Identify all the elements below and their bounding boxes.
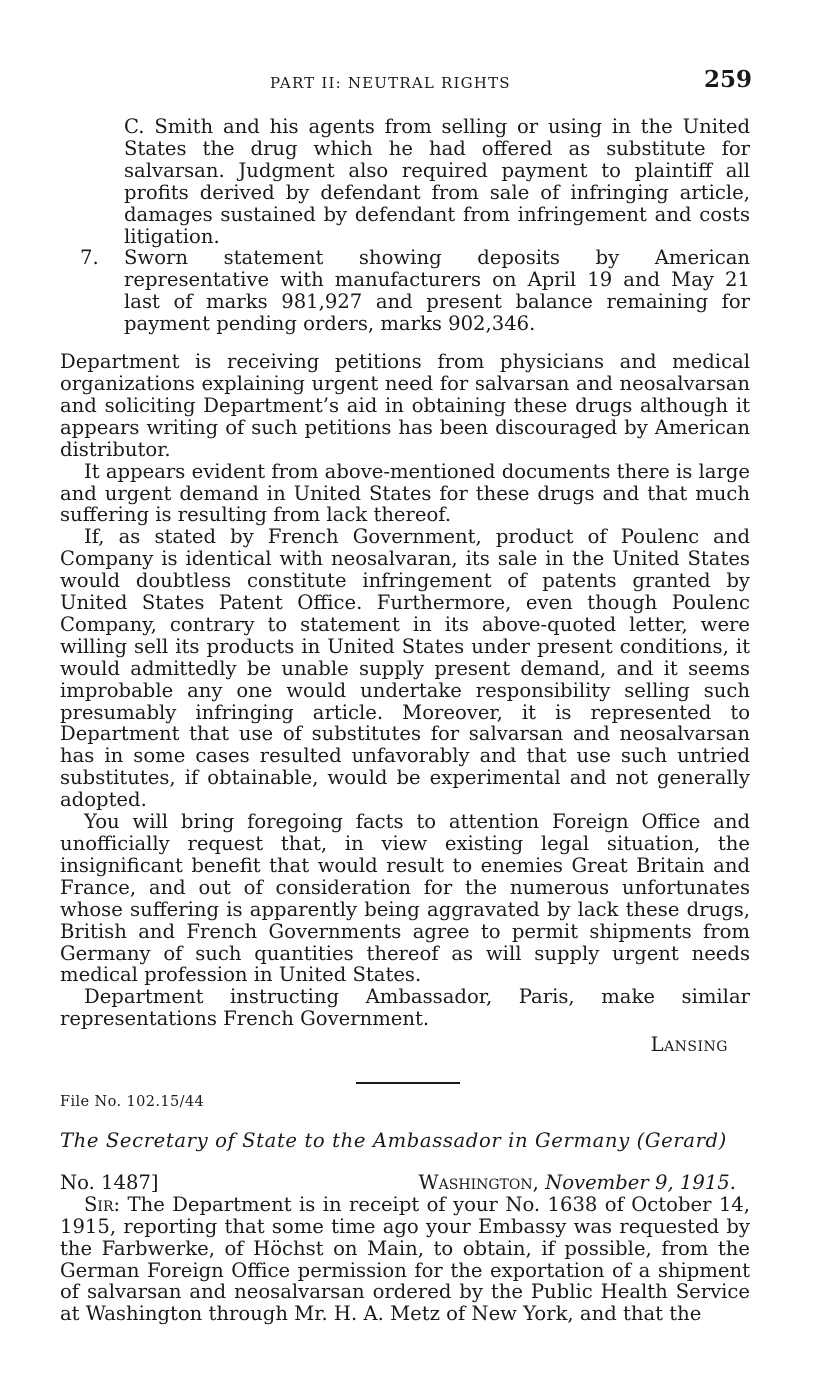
paragraph-poulenc: If, as stated by French Government, product of Poulenc and Company is identical with neosalvaran, its sale in the United States would doubtless constitute infringement of patents granted by United States Patent Office. Furthermore, even though Poulenc Company, contrary to statement in its above-quoted letter, were willing sell its products in United States under present conditions, it would admittedly be unable supply present demand, and it seems improbable any one would undertake responsibility selling such presumably infringing article. Moreover, it is represented to Department that use of substitutes for salvarsan and neosalvarsan has in some cases resulted unfavorably and that use such untried substitutes, if obtainable, would be experimental and not generally adopted. — [60, 525, 750, 812]
list-item-7 — [80, 247, 750, 335]
salutation: Sir: — [84, 1192, 121, 1216]
letter-text: The Department is in receipt of your No. 1638 of October 14, 1915, reporting that some time ago your Embassy was requested by the Farbwerke, of Höchst on Main, to obtain, if possible, from the German Foreign Office permission for the exportation of a shipment of salvarsan and neosalvarsan ordered by the Public Health Service at Washington through Mr. H. A. Metz of New York, and that the — [60, 1192, 750, 1326]
running-head: PART II: NEUTRAL RIGHTS — [270, 74, 511, 92]
file-number: File No. 102.15/44 — [60, 1094, 205, 1111]
letter-body — [60, 1194, 750, 1325]
paragraph-paris: Department instructing Ambassador, Paris, make similar representations French Government. — [60, 985, 750, 1031]
dateline — [60, 1172, 750, 1194]
paragraph-petitions: Department is receiving petitions from physicians and medical organizations explaining urgent need for salvarsan and neosalvarsan and soliciting Department’s aid in obtaining these drugs although it appears writing of such petitions has been discouraged by American distributor. — [60, 350, 750, 461]
page-body — [60, 116, 750, 1325]
signature: Lansing — [650, 1033, 728, 1057]
list-item-text: Sworn statement showing deposits by American representative with manufacturers on April 19 and May 21 last of marks 981,927 and present balance remaining for payment pending orders, marks 902,346. — [124, 246, 750, 336]
document-title: The Secretary of State to the Ambassador in Germany (Gerard) — [60, 1128, 727, 1152]
continued-list-item-text: C. Smith and his agents from selling or using in the United States the drug which he had offered as substitute for salvarsan. Judgment also required payment to plaintiff all profits derived by defendant from sale of infringing article, damages sustained by defendant from infringement and costs litigation. — [124, 115, 750, 248]
page-number: 259 — [704, 66, 753, 93]
place-and-date — [419, 1172, 750, 1194]
paragraph-instructions: You will bring foregoing facts to attention Foreign Office and unofficially request that, in view existing legal situation, the insignificant benefit that would result to enemies Great Britain and France, and out of consideration for the numerous unfortunates whose suffering is apparently being aggravated by lack these drugs, British and French Governments agree to permit shipments from Germany of such quantities thereof as will supply urgent needs medical profession in United States. — [60, 810, 750, 987]
dispatch-number: No. 1487] — [60, 1170, 159, 1194]
dateline-place: Washington, — [418, 1170, 539, 1194]
section-separator-rule — [356, 1082, 460, 1084]
list-item-number: 7. — [80, 246, 99, 270]
paragraph-demand: It appears evident from above-mentioned documents there is large and urgent demand in United States for these drugs and that much suffering is resulting from lack thereof. — [60, 459, 750, 527]
page-header — [0, 66, 836, 98]
dateline-date: November 9, 1915. — [545, 1170, 736, 1194]
